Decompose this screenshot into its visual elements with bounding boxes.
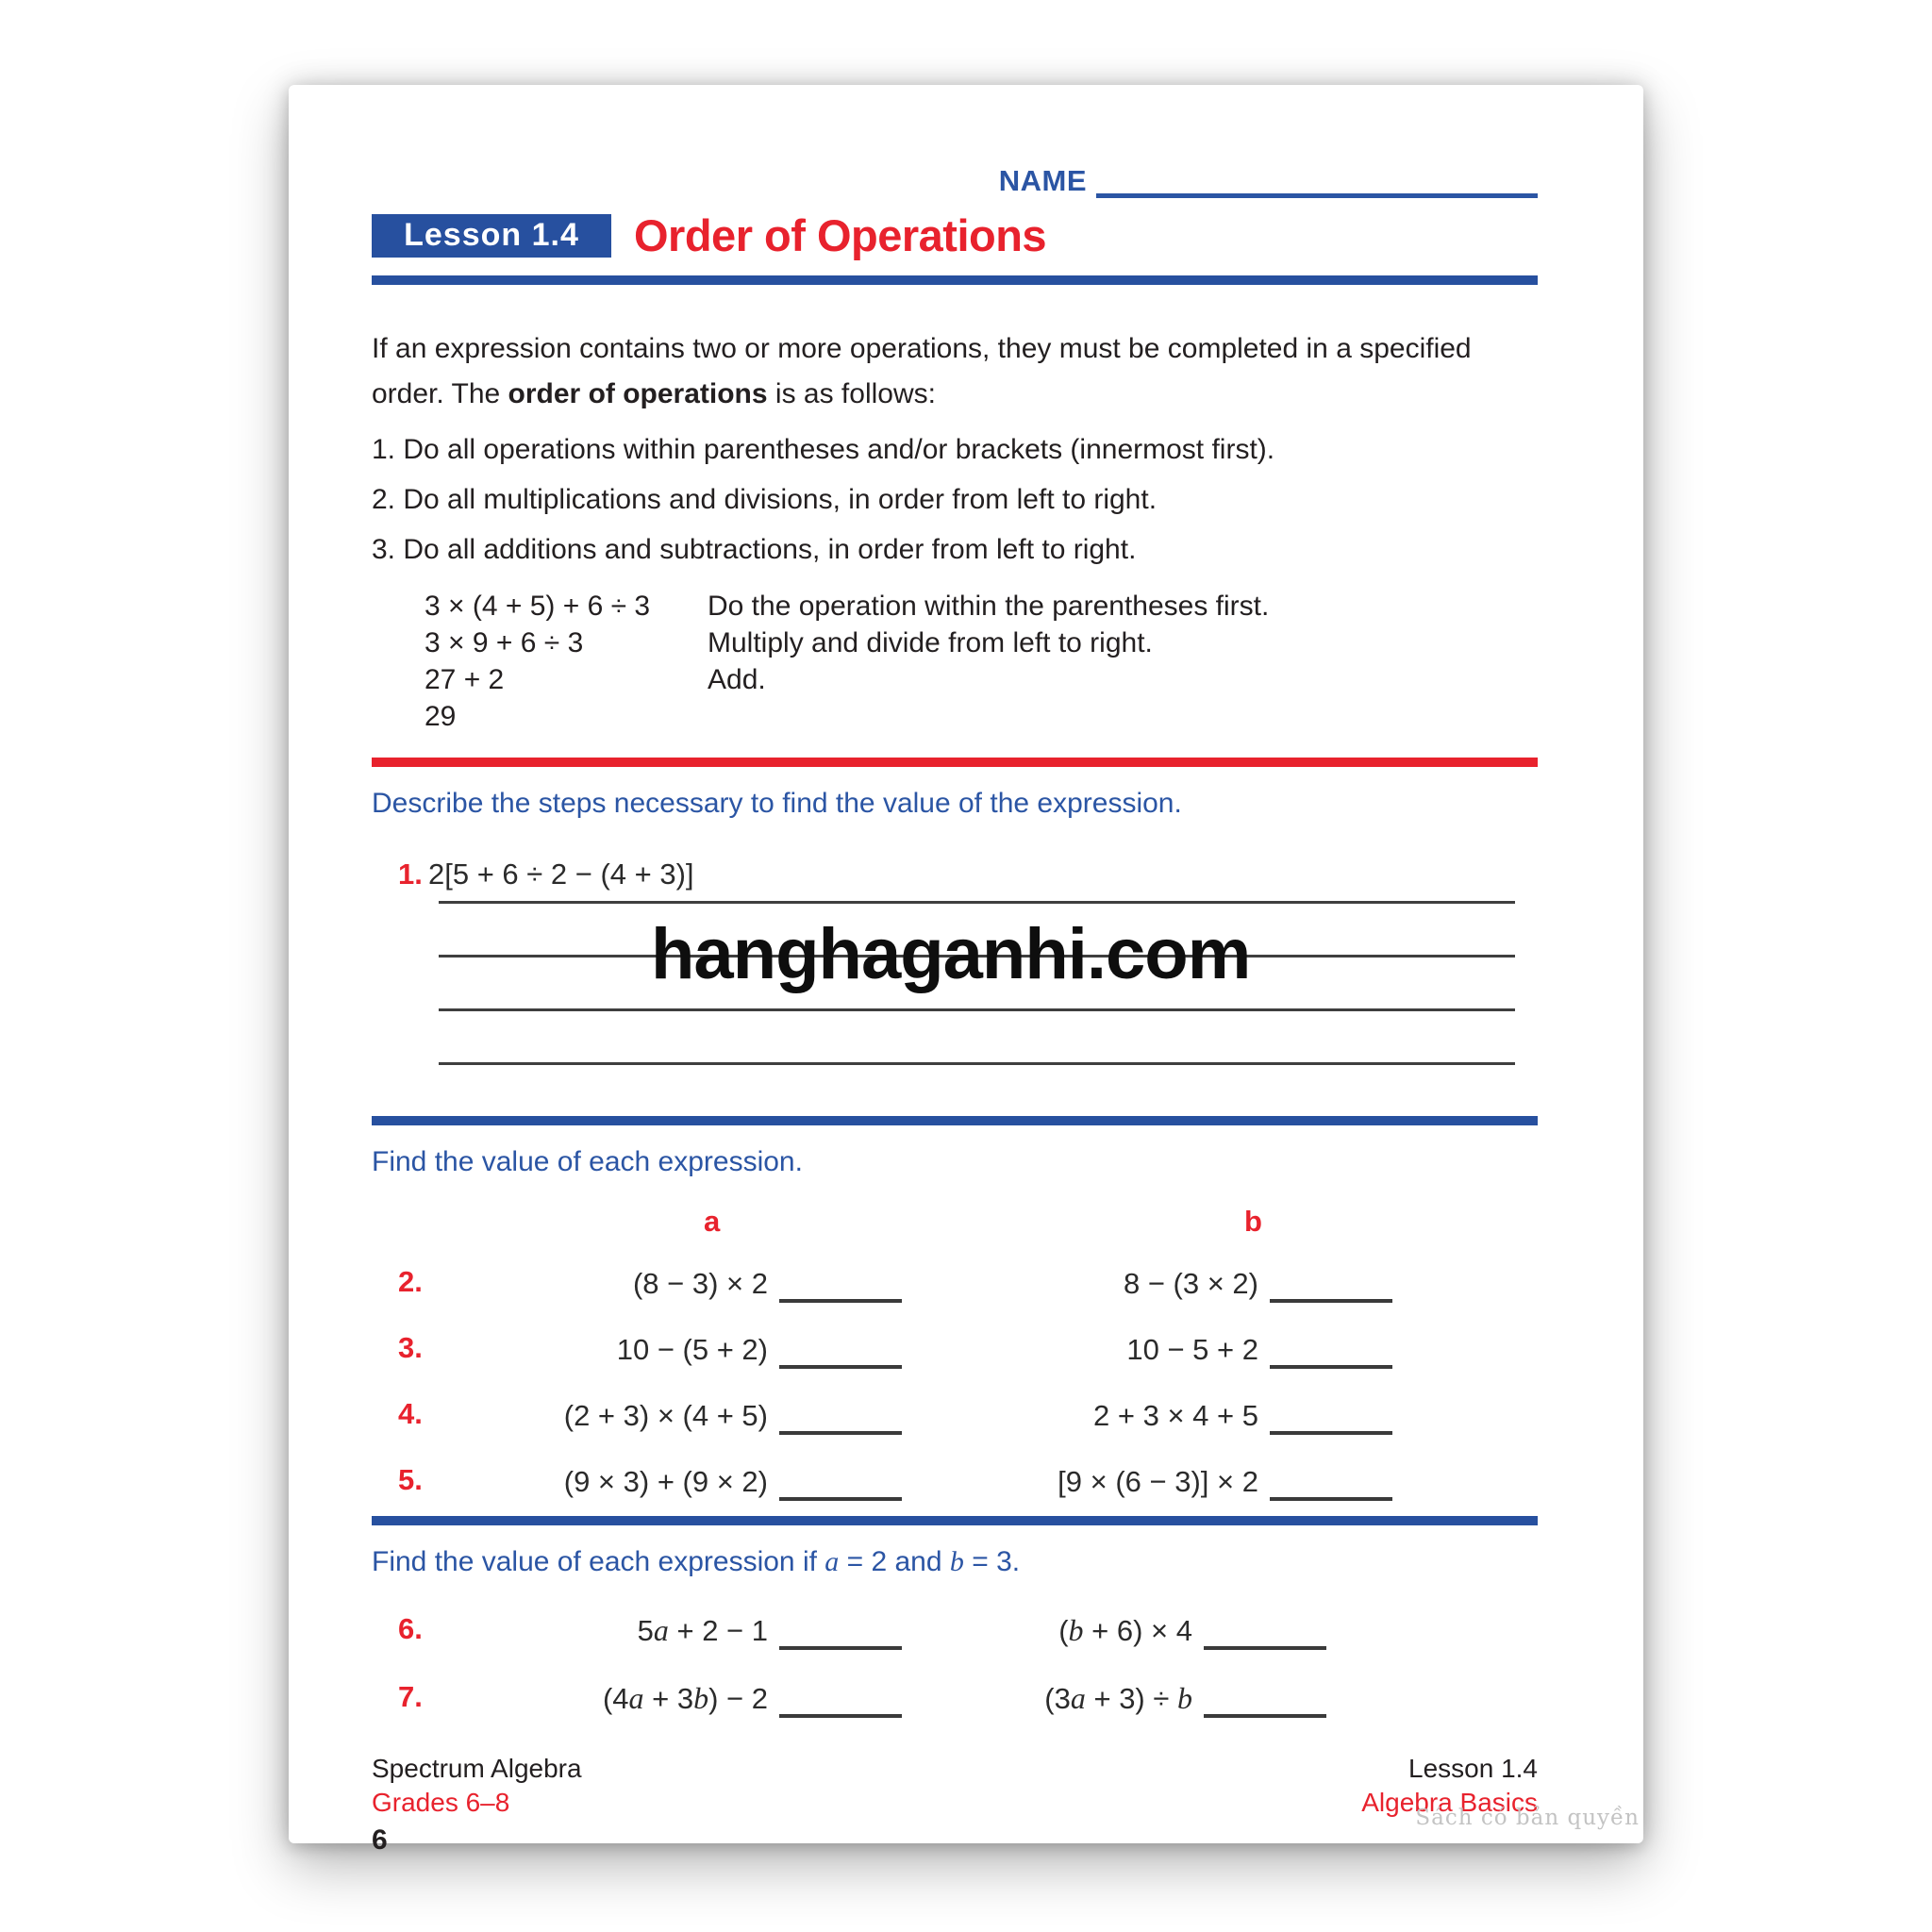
example-note-3: Add. [708, 664, 766, 695]
rule-item-1: 1. Do all operations within parentheses and/or brackets (innermost first). [372, 434, 1275, 465]
footer-grades: Grades 6–8 [372, 1788, 510, 1817]
intro-after-bold: is as follows: [767, 378, 936, 409]
example-expr-4: 29 [425, 701, 457, 732]
problem-number: 5. [398, 1463, 423, 1496]
intro-bold-term: order of operations [508, 378, 768, 409]
lesson-badge: Lesson 1.4 [372, 214, 611, 258]
column-b-header: b [1244, 1205, 1262, 1238]
expression-a: (4a + 3b) − 2 [602, 1681, 768, 1715]
column-a-header: a [704, 1205, 721, 1238]
expression-b: (3a + 3) ÷ b [1044, 1681, 1192, 1715]
problem-number: 7. [398, 1680, 423, 1713]
section-divider-blue-2 [372, 1516, 1538, 1525]
answer-blank-a[interactable] [779, 1337, 902, 1369]
expression-a: (9 × 3) + (9 × 2) [563, 1465, 768, 1498]
section-divider-blue-1 [372, 1116, 1538, 1125]
expression-a: 10 − (5 + 2) [616, 1333, 768, 1366]
copyright-note: Sách có bản quyền [1415, 1806, 1640, 1830]
problem-row-6 [372, 1608, 1538, 1650]
page-number: 6 [372, 1824, 388, 1856]
answer-blank-a[interactable] [779, 1686, 902, 1718]
expression-b: [9 × (6 − 3)] × 2 [1058, 1465, 1258, 1498]
order-rules-list [372, 433, 1538, 567]
problem-number: 2. [398, 1265, 423, 1298]
worksheet-page [289, 85, 1643, 1856]
expression-a: (2 + 3) × (4 + 5) [563, 1399, 768, 1432]
problem-1-expression: 2[5 + 6 ÷ 2 − (4 + 3)] [428, 858, 694, 891]
expression-b: 10 − 5 + 2 [1126, 1333, 1258, 1366]
problem-row-5 [372, 1459, 1538, 1501]
worked-example [425, 588, 1538, 735]
example-expr-1: 3 × (4 + 5) + 6 ÷ 3 [425, 591, 651, 622]
intro-paragraph [372, 326, 1538, 417]
answer-line[interactable] [439, 1062, 1515, 1116]
intro-line1: If an expression contains two or more operations, they must be completed in a specified order. The [372, 333, 1472, 409]
lesson-title: Order of Operations [634, 210, 1047, 260]
name-blank-line[interactable] [1096, 170, 1538, 198]
footer-series-title: Spectrum Algebra [372, 1754, 582, 1783]
rule-item-2: 2. Do all multiplications and divisions, in order from left to right. [372, 484, 1158, 515]
name-row [372, 164, 1538, 198]
answer-line[interactable] [439, 1008, 1515, 1062]
header-divider [372, 275, 1538, 285]
example-note-1: Do the operation within the parentheses first. [708, 591, 1270, 622]
example-expr-2: 3 × 9 + 6 ÷ 3 [425, 627, 584, 658]
problem-row-2 [372, 1261, 1538, 1303]
problem-number: 3. [398, 1331, 423, 1364]
section-divider-red [372, 758, 1538, 767]
answer-blank-a[interactable] [779, 1403, 902, 1435]
example-note-2: Multiply and divide from left to right. [708, 627, 1153, 658]
expression-b: 8 − (3 × 2) [1123, 1267, 1258, 1300]
expression-a: (8 − 3) × 2 [632, 1267, 768, 1300]
problem-number: 4. [398, 1397, 423, 1430]
answer-blank-b[interactable] [1270, 1271, 1392, 1303]
problem-1 [372, 858, 1538, 891]
answer-blank-b[interactable] [1204, 1686, 1326, 1718]
page-footer [372, 1752, 1538, 1857]
expression-a: 5a + 2 − 1 [637, 1613, 768, 1647]
example-note-4 [708, 698, 1538, 735]
column-headers [372, 1205, 1538, 1237]
answer-blank-a[interactable] [779, 1469, 902, 1501]
answer-blank-a[interactable] [779, 1271, 902, 1303]
expression-b: (b + 6) × 4 [1058, 1613, 1192, 1647]
answer-blank-b[interactable] [1270, 1469, 1392, 1501]
answer-blank-b[interactable] [1270, 1403, 1392, 1435]
problem-row-3 [372, 1327, 1538, 1369]
answer-blank-b[interactable] [1270, 1337, 1392, 1369]
example-expr-3: 27 + 2 [425, 664, 505, 695]
footer-lesson-ref: Lesson 1.4 [1408, 1754, 1538, 1783]
watermark-text: hanghaganhi.com [651, 914, 1251, 994]
problem-row-4 [372, 1393, 1538, 1435]
section2-instruction: Find the value of each expression. [372, 1146, 803, 1177]
problem-row-7 [372, 1676, 1538, 1718]
name-label: NAME [998, 164, 1087, 197]
problem-number: 6. [398, 1612, 423, 1645]
section3-instruction: Find the value of each expression if a = 2 and b = 3. [372, 1546, 1021, 1577]
footer-chapter: Algebra Basics [1361, 1788, 1538, 1817]
section1-instruction: Describe the steps necessary to find the value of the expression. [372, 788, 1182, 819]
answer-blank-b[interactable] [1204, 1618, 1326, 1650]
answer-blank-a[interactable] [779, 1618, 902, 1650]
expression-b: 2 + 3 × 4 + 5 [1093, 1399, 1258, 1432]
lesson-header [372, 209, 1538, 261]
rule-item-3: 3. Do all additions and subtractions, in order from left to right. [372, 534, 1137, 565]
problem-1-number: 1. [398, 858, 423, 891]
